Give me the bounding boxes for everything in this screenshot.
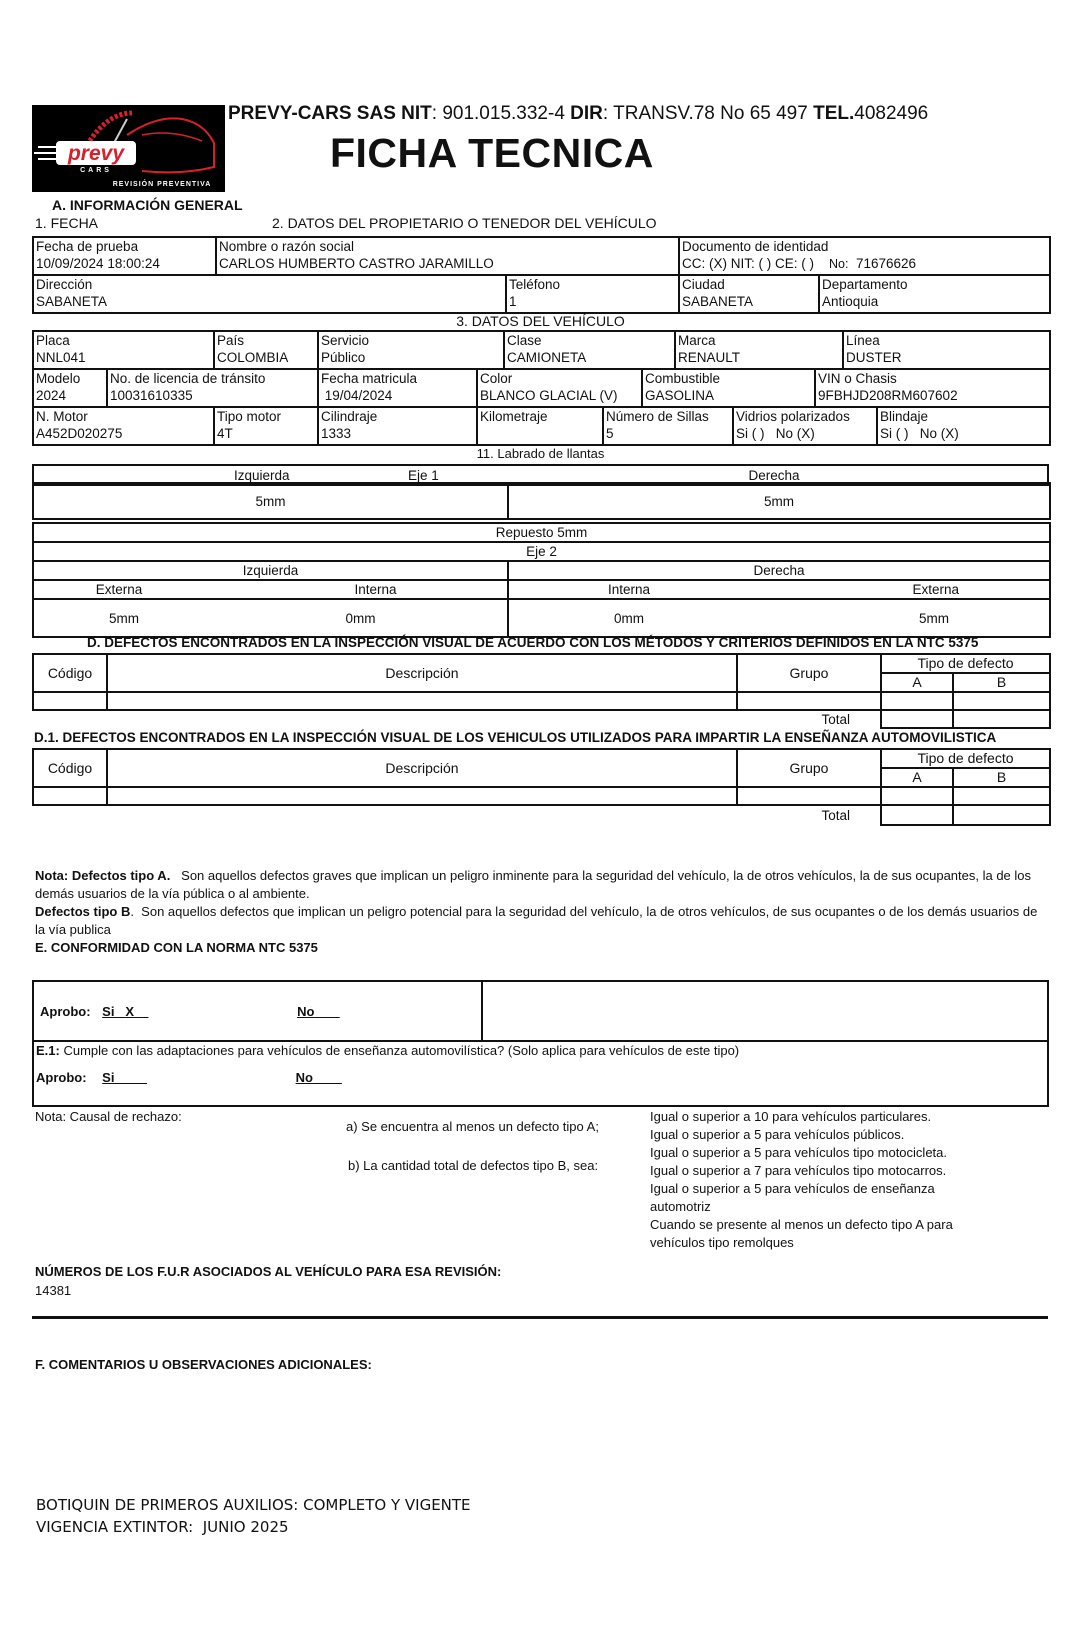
field-label: Fecha de prueba	[36, 239, 139, 254]
rechazo-a: a) Se encuentra al menos un defecto tipo A;	[346, 1119, 599, 1134]
e1-no-field[interactable]	[296, 1070, 342, 1085]
total-a-cell	[881, 805, 953, 825]
eje1-izq-label: Izquierda	[33, 465, 368, 485]
field-label: Nombre o razón social	[219, 239, 355, 254]
codigo-header: Código	[33, 654, 107, 692]
total-a-cell	[881, 710, 953, 728]
eje2-izq-values	[33, 599, 508, 637]
nota-b-label: Defectos tipo B	[35, 904, 131, 919]
eje1-der-value: 5mm	[508, 483, 1050, 519]
field-label: Cilindraje	[321, 409, 378, 424]
field-label: Departamento	[822, 277, 908, 292]
doc-no-label: No:	[829, 257, 849, 271]
aprobo-label: Aprobo:	[40, 1004, 91, 1019]
svg-text:prevy: prevy	[67, 142, 125, 165]
nota-defectos	[35, 867, 1045, 957]
fecha-prueba-cell	[33, 237, 216, 275]
tel-label: TEL.	[813, 103, 855, 124]
aprobo-label: Aprobo:	[36, 1070, 87, 1085]
descripcion-header: Descripción	[107, 654, 737, 692]
conformidad-title: E. CONFORMIDAD CON LA NORMA NTC 5375	[35, 940, 318, 955]
defectos-d1-title: D.1. DEFECTOS ENCONTRADOS EN LA INSPECCIÓN VISUAL DE LOS VEHICULOS UTILIZADOS PARA IMPARTIR LA ENSEÑANZA AUTOMOVILISTICA	[34, 730, 997, 745]
a-cell	[881, 692, 953, 710]
criterio-item: Igual o superior a 5 para vehículos públicos.	[650, 1127, 905, 1142]
eje1-label: Eje 1	[368, 465, 541, 485]
field-label: Combustible	[645, 371, 721, 386]
table-row	[33, 692, 1050, 710]
total-label: Total	[33, 710, 881, 728]
codigo-cell	[33, 787, 107, 805]
vidrios-cell	[733, 407, 877, 445]
field-label: País	[217, 333, 245, 348]
comment-line: BOTIQUIN DE PRIMEROS AUXILIOS: COMPLETO Y VIGENTE	[36, 1496, 471, 1514]
nota-tipo-a	[35, 867, 1045, 903]
descripcion-header: Descripción	[107, 749, 737, 787]
externa-label: Externa	[912, 582, 960, 597]
e1-label: E.1:	[36, 1043, 60, 1058]
codigo-cell	[33, 692, 107, 710]
doc-type: CC: (X) NIT: ( ) CE: ( )	[682, 256, 814, 271]
field-label: Modelo	[36, 371, 81, 386]
telefono-cell	[506, 275, 679, 313]
total-b-cell	[953, 805, 1050, 825]
tipo-b-header: B	[953, 673, 1050, 692]
nota-a-label: Nota: Defectos tipo A.	[35, 868, 171, 883]
documento-cell	[679, 237, 1050, 275]
eje2-izq-sublabels	[33, 580, 508, 599]
field-value: NNL041	[36, 350, 86, 365]
aprobo-no-field[interactable]	[297, 1004, 340, 1019]
e1-si-field[interactable]	[102, 1070, 147, 1085]
eje2-der-values	[508, 599, 1050, 637]
marca-cell	[675, 331, 843, 369]
e1-aprobo-row	[36, 1069, 342, 1087]
field-label: Clase	[507, 333, 542, 348]
descripcion-cell	[107, 692, 737, 710]
vehicle-row-2	[32, 368, 1051, 408]
field-value: 10/09/2024 18:00:24	[36, 256, 160, 271]
field-value: Si ( ) No (X)	[880, 426, 959, 441]
field-value: CAMIONETA	[507, 350, 587, 365]
si-label: Si	[102, 1070, 115, 1085]
linea-cell	[843, 331, 1050, 369]
field-value: 10031610335	[110, 388, 193, 403]
field-value: Si ( ) No (X)	[736, 426, 815, 441]
company-logo	[32, 105, 225, 192]
cilindraje-cell	[318, 407, 477, 445]
company-info-line: PREVY-CARS SAS NIT: 901.015.332-4 DIR: TRANSV.78 No 65 497 TEL.4082496	[228, 103, 929, 124]
defectos-d-title: D. DEFECTOS ENCONTRADOS EN LA INSPECCIÓN VISUAL DE ACUERDO CON LOS MÉTODOS Y CRITERIOS DEFINIDOS EN LA NTC 5375	[87, 635, 979, 650]
eje1-der-label: Derecha	[540, 465, 1048, 485]
direccion-cell	[33, 275, 506, 313]
nota-b-text: . Son aquellos defectos que implican un peligro potencial para la seguridad del vehículo, la de otros vehículos, de sus ocupantes o de los demás usuarios de la vía publica	[35, 904, 1041, 937]
total-label: Total	[33, 805, 881, 825]
field-label: Kilometraje	[480, 409, 548, 424]
eje2-der-sublabels	[508, 580, 1050, 599]
blindaje-cell	[877, 407, 1050, 445]
grupo-cell	[737, 787, 881, 805]
nombre-cell	[216, 237, 679, 275]
tipo-b-header: B	[953, 768, 1050, 787]
field-value: Antioquia	[822, 294, 879, 309]
eje1-values	[32, 482, 1051, 520]
no-label: No	[295, 1070, 313, 1085]
field-value: 2024	[36, 388, 67, 403]
field-label: Blindaje	[880, 409, 929, 424]
car-speedometer-logo-icon	[32, 105, 225, 192]
field-value: 1333	[321, 426, 352, 441]
izq-interna-value: 0mm	[345, 610, 376, 626]
aprobo-row	[40, 1003, 340, 1021]
dir-label: DIR	[570, 103, 603, 124]
rechazo-b: b) La cantidad total de defectos tipo B, sea:	[348, 1158, 599, 1173]
table-row	[33, 787, 1050, 805]
interna-label: Interna	[354, 582, 397, 597]
field-value: DUSTER	[846, 350, 902, 365]
vehicle-row-3	[32, 406, 1051, 446]
motor-cell	[33, 407, 214, 445]
rechazo-label: Nota: Causal de rechazo:	[35, 1109, 182, 1124]
field-label: No. de licencia de tránsito	[110, 371, 266, 386]
fecha-section-title: 1. FECHA	[35, 215, 99, 231]
field-label: Placa	[36, 333, 70, 348]
tipo-defecto-header: Tipo de defecto	[881, 654, 1050, 673]
servicio-cell	[318, 331, 504, 369]
criterio-item: Igual o superior a 5 para vehículos de enseñanza automotriz	[650, 1181, 935, 1214]
field-value: 19/04/2024	[321, 388, 393, 403]
si-label: Si	[102, 1004, 115, 1019]
eje2-table	[32, 522, 1051, 638]
eje1-izq-value: 5mm	[33, 483, 508, 519]
field-label: VIN o Chasis	[818, 371, 897, 386]
vin-cell	[815, 369, 1050, 407]
company-name: PREVY-CARS SAS	[228, 103, 396, 124]
combustible-cell	[642, 369, 815, 407]
externa-label: Externa	[95, 582, 143, 597]
b-cell	[953, 787, 1050, 805]
nit-label: NIT	[401, 103, 432, 124]
tipo-defecto-header: Tipo de defecto	[881, 749, 1050, 768]
page-title: FICHA TECNICA	[330, 130, 654, 176]
der-externa-value: 5mm	[919, 610, 950, 626]
conformidad-box	[32, 980, 1049, 1107]
repuesto-cell: Repuesto 5mm	[33, 523, 1050, 542]
tipo-a-header: A	[881, 673, 953, 692]
licencia-cell	[107, 369, 318, 407]
nota-tipo-b	[35, 903, 1045, 939]
kilometraje-cell	[477, 407, 603, 445]
comentarios-lines	[36, 1494, 471, 1538]
dir-value: TRANSV.78 No 65 497	[613, 103, 808, 124]
comentarios-title: F. COMENTARIOS U OBSERVACIONES ADICIONALES:	[35, 1357, 372, 1372]
eje2-label: Eje 2	[33, 542, 1050, 561]
owner-table	[32, 236, 1051, 314]
total-b-cell	[953, 710, 1050, 728]
divider	[481, 982, 483, 1040]
grupo-header: Grupo	[737, 654, 881, 692]
field-label: Ciudad	[682, 277, 725, 292]
field-label: Color	[480, 371, 513, 386]
doc-no-value: 71676626	[855, 256, 917, 271]
criterio-item: Cuando se presente al menos un defecto tipo A para vehículos tipo remolques	[650, 1217, 953, 1250]
field-label: Teléfono	[509, 277, 561, 292]
eje2-izq-label: Izquierda	[33, 561, 508, 580]
field-label: N. Motor	[36, 409, 88, 424]
criterio-item: Igual o superior a 5 para vehículos tipo motocicleta.	[650, 1145, 948, 1160]
field-value: 4T	[217, 426, 233, 441]
field-label: Marca	[678, 333, 716, 348]
eje2-der-label: Derecha	[508, 561, 1050, 580]
field-value: BLANCO GLACIAL (V)	[480, 388, 618, 403]
rechazo-criterios	[650, 1108, 990, 1252]
field-value: COLOMBIA	[217, 350, 289, 365]
field-value: 1	[509, 294, 517, 309]
fecha-matricula-cell	[318, 369, 477, 407]
grupo-cell	[737, 692, 881, 710]
placa-cell	[33, 331, 214, 369]
field-label: Dirección	[36, 277, 93, 292]
field-label: Servicio	[321, 333, 370, 348]
sillas-cell	[603, 407, 733, 445]
divider	[32, 1316, 1048, 1319]
e1-question	[36, 1042, 739, 1060]
svg-text:REVISIÓN PREVENTIVA: REVISIÓN PREVENTIVA	[112, 181, 212, 188]
field-value: 9FBHJD208RM607602	[818, 388, 958, 403]
criterio-item: Igual o superior a 10 para vehículos particulares.	[650, 1109, 932, 1124]
field-label: Número de Sillas	[606, 409, 709, 424]
nota-a-text: Son aquellos defectos graves que implican un peligro inminente para la seguridad del vehículo, la de otros vehículos, la de sus ocupantes, la de los demás usuarios de la vía pública o al ambiente.	[35, 868, 1035, 901]
field-value: CARLOS HUMBERTO CASTRO JARAMILLO	[219, 256, 494, 271]
field-value: RENAULT	[678, 350, 741, 365]
field-value	[682, 255, 1047, 273]
izq-externa-value: 5mm	[109, 610, 139, 626]
aprobo-si-field[interactable]	[102, 1004, 148, 1019]
b-cell	[953, 692, 1050, 710]
vehicle-row-1	[32, 330, 1051, 370]
der-interna-value: 0mm	[614, 610, 644, 626]
svg-text:CARS: CARS	[80, 167, 112, 174]
pais-cell	[214, 331, 318, 369]
field-label: Documento de identidad	[682, 239, 829, 254]
propietario-section-title: 2. DATOS DEL PROPIETARIO O TENEDOR DEL VEHÍCULO	[272, 215, 657, 231]
field-value: GASOLINA	[645, 388, 715, 403]
e1-text: Cumple con las adaptaciones para vehículos de enseñanza automovilística? (Solo aplica para vehículos de este tipo)	[59, 1043, 740, 1058]
grupo-header: Grupo	[737, 749, 881, 787]
tel-value: 4082496	[854, 103, 929, 124]
field-value: SABANETA	[36, 294, 108, 309]
modelo-cell	[33, 369, 107, 407]
criterio-item: Igual o superior a 7 para vehículos tipo motocarros.	[650, 1163, 947, 1178]
defectos-d1-table	[32, 748, 1051, 826]
clase-cell	[504, 331, 675, 369]
nit-value: 901.015.332-4	[442, 103, 565, 124]
a-cell	[881, 787, 953, 805]
section-a-title: A. INFORMACIÓN GENERAL	[52, 197, 243, 213]
field-label: Línea	[846, 333, 880, 348]
field-value: 5	[606, 426, 614, 441]
si-mark: X	[125, 1004, 134, 1019]
field-label: Vidrios polarizados	[736, 409, 850, 424]
comment-line: VIGENCIA EXTINTOR: JUNIO 2025	[36, 1518, 289, 1536]
field-value: SABANETA	[682, 294, 754, 309]
field-value: A452D020275	[36, 426, 123, 441]
ciudad-cell	[679, 275, 819, 313]
interna-label: Interna	[607, 582, 651, 597]
llantas-title: 11. Labrado de llantas	[476, 446, 605, 461]
codigo-header: Código	[33, 749, 107, 787]
field-value: Público	[321, 350, 366, 365]
defectos-d-table	[32, 653, 1051, 729]
no-label: No	[297, 1004, 315, 1019]
vehiculo-section-title: 3. DATOS DEL VEHÍCULO	[456, 313, 625, 329]
fur-title: NÚMEROS DE LOS F.U.R ASOCIADOS AL VEHÍCULO PARA ESA REVISIÓN:	[35, 1264, 502, 1279]
field-label: Fecha matricula	[321, 371, 418, 386]
fur-value: 14381	[35, 1283, 72, 1298]
descripcion-cell	[107, 787, 737, 805]
tipo-a-header: A	[881, 768, 953, 787]
color-cell	[477, 369, 642, 407]
tipo-motor-cell	[214, 407, 318, 445]
field-label: Tipo motor	[217, 409, 282, 424]
departamento-cell	[819, 275, 1050, 313]
